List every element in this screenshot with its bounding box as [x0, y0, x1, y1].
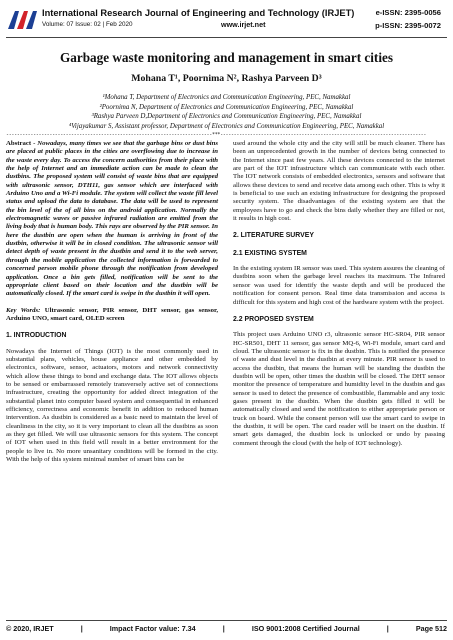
journal-website[interactable]: www.irjet.net — [221, 20, 266, 29]
footer-iso: ISO 9001:2008 Certified Journal — [251, 624, 360, 633]
paper-authors: Mohana T¹, Poornima N², Rashya Parveen D³ — [131, 73, 322, 84]
abstract — [6, 140, 218, 299]
introduction-text: Nowadays the Internet of Things (IOT) is the most commonly used in substantial plans, vehicles, house appliance and other embedded by electronics, software, sensor, actuators, motors and network connectivity which allow these things to bond and exchange data. The IOT allows objects to be sensed or embarrassed remotely transversely active set of connections infrastructure, creating the opportunity for added direct integration of the substantial planet into computer based system and consequential in enhanced efficiency, correctness and economic benefit in addition to reduced human intervention. As dustbin is considered as a basic need to maintain the level of cleanliness in the city, so it is very important to clean all the dustbins as soon as they get filled. We will use ultrasonic sensors for this system. The concept of IOT when used in this field will result in a better environment for the people to live in. No more unsanitary conditions will be formed in the city. With the help of this system minimal number of smart bins can be — [6, 347, 218, 464]
affiliation-4: ⁴Vijayakumar S, Assistant professor, Department of Electronics and Communication Engineering, PEC, Namakkal — [68, 122, 385, 130]
paper-title: Garbage waste monitoring and management in smart cities — [60, 50, 393, 65]
keywords-label: Key Words: — [6, 306, 41, 314]
p-issn: p-ISSN: 2395-0072 — [375, 21, 441, 30]
abstract-label: Abstract - — [6, 140, 36, 147]
footer-divider: | — [222, 624, 225, 633]
affiliation-2: ²Poornima N, Department of Electronics and Communication Engineering, PEC, Namakkal — [99, 103, 354, 111]
keywords-text: Ultrasonic sensor, PIR sensor, DHT sensor, gas sensor, Arduino UNO, smart card, OLED screen — [6, 306, 219, 322]
affiliation-3: ³Rashya Parveen D,Department of Electronics and Communication Engineering, PEC, Namakkal — [91, 113, 362, 121]
footer-divider: | — [80, 624, 83, 633]
keywords — [6, 307, 218, 324]
footer-copyright: © 2020, IRJET — [6, 624, 54, 633]
introduction-heading: 1. INTRODUCTION — [6, 332, 67, 340]
affiliations — [0, 93, 453, 131]
proposed-system-text: This project uses Arduino UNO r3, ultrasonic sensor HC-SR04, PIR sensor HC-SR501, DHT 11 sensor, gas sensor MQ-6, Wi-Fi module, smart card and cloud. The ultrasonic sensor is fix in the dustbin. This is notified the presence of waste and dust level in the dustbin at every minute. PIR sensor is used to access the dustbin, that means the human will be standing the dustbin the dustbin will be open, other times the dustbin will be closed. The DHT sensor monitor the presence of temperature and humidity level in the dustbin and gas sensor is used to detect the presence of combustible, flammable and any toxic gases present in the dustbin. When the dustbin gets filled it will be automatically closed and send the notification to either appropriate person or truck on board. While the consent person will use the smart card to swipe in the dustbin, it will be open. The card reader will be insert on the dustbin. If smart gets damaged, the dustbin lock is unlocked or undo by passing comment through the cloud (with the help of IOT technology). — [233, 331, 445, 447]
abstract-text: Nowadays, many times we see that the garbage bins or dust bins are placed at public places in the cities are overflowing due to increase in the waste every day. To access the concern authorities from their place with the help of Internet and an immediate action can be made to clean the dustbins. The proposed system will consist of waste bins that are equipped with ultrasonic sensor, DTH11, gas sensor which are interfaced with Arduino Uno and a Wi-Fi module. The system will collect the waste fill level status and upload the data to database. The data will be used to represent the bin level of the of all bins on the android application. Normally the electromagnetic waves or passive infrared radiation are emitted from the living body that is human body. This rays are observed by the PIR sensor. In here the dustbin are open when the human is arriving in front of the dustbin, otherwise it will be in closed condition. The ultrasonic sensor will detect depth of waste present in the dustbin and send it to the web server, through the mobile application the collected information is forwarded to concerned person mobile phone through the notification from developed application. Once a bin gets filled, notification will be sent to the appropriate client based on their location and the dustbin will be automatically closed. If the smart card is swipe in the dustbin it will open. — [6, 140, 219, 298]
section-separator: ----------------------------------------------------------------------------***---------------------------------------------------------------------------- — [6, 132, 427, 138]
irjet-logo-icon — [6, 7, 38, 33]
footer-page-number: Page 512 — [415, 624, 447, 633]
right-column — [233, 140, 445, 455]
introduction-continued: used around the whole city and the city will still be much cleaner. There has been an unprecedented growth in the number of devices being connected to the Internet since past few years. All these devices connected to the internet are part of the IOT infrastructure which can communicate with each other. The IOT network consists of embedded electronics, sensors and software that allows these devices to send and receive data among each other. This is why it is beneficial to use such an existing infrastructure for designing the proposed security system. The disadvantages of the existing system are that the employees have to go and check the bins daily whether they are filled or not, it results in high cost. — [233, 140, 445, 223]
left-column — [6, 140, 218, 471]
journal-header — [6, 5, 447, 35]
footer-impact-factor: Impact Factor value: 7.34 — [109, 624, 196, 633]
footer-rule — [6, 620, 447, 621]
page-footer — [6, 624, 447, 633]
volume-issue: Volume: 07 Issue: 02 | Feb 2020 — [42, 21, 133, 28]
header-rule — [6, 37, 447, 38]
affiliation-1: ¹Mohana T, Department of Electronics and Communication Engineering, PEC, Namakkal — [102, 94, 351, 101]
existing-system-text: In the existing system IR sensor was used. This system assures the cleaning of dustbins soon when the garbage level reaches its maximum. The Infrared sensor was used for identify the waste depth and will be produced the notification for consent person. Real time data transmission and access is difficult for this system and high cost of the hardware system with the project. — [233, 265, 445, 306]
footer-divider: | — [386, 624, 389, 633]
existing-system-heading: 2.1 EXISTING SYSTEM — [233, 249, 307, 257]
e-issn: e-ISSN: 2395-0056 — [375, 8, 441, 17]
proposed-system-heading: 2.2 PROPOSED SYSTEM — [233, 315, 314, 323]
literature-survey-heading: 2. LITERATURE SURVEY — [233, 232, 314, 240]
journal-name: International Research Journal of Engineering and Technology (IRJET) — [42, 8, 355, 18]
